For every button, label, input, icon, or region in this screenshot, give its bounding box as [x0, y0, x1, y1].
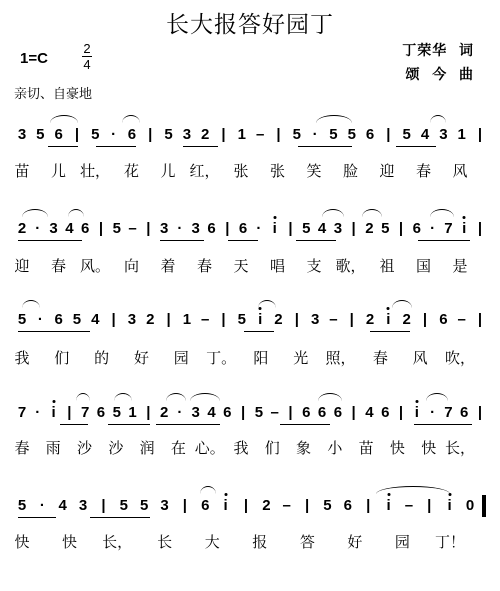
- beam-underline: [414, 424, 472, 425]
- slur-arc: [430, 209, 454, 217]
- lyric-syllable: 润: [139, 439, 155, 457]
- barline: |: [422, 311, 428, 328]
- lyric-syllable: 我: [14, 349, 30, 367]
- note: ·: [37, 311, 43, 328]
- slur-arc: [166, 393, 186, 401]
- note: 5: [140, 497, 149, 514]
- barline: |: [166, 311, 171, 328]
- beam-underline: [90, 517, 150, 518]
- note: 5: [237, 311, 246, 328]
- beam-underline: [96, 146, 136, 147]
- barline: |: [146, 404, 151, 421]
- note: ·: [177, 404, 183, 421]
- barline: |: [427, 497, 432, 514]
- lyric-syllable: 苗: [358, 439, 374, 457]
- note: 5: [119, 497, 128, 514]
- note: 2: [274, 311, 283, 328]
- song-title: 长大报答好园丁: [166, 12, 334, 38]
- lyric-syllable: 丁。: [206, 349, 237, 367]
- lyric-syllable: 吹，: [444, 349, 476, 367]
- barline: |: [477, 220, 483, 237]
- note: 0: [465, 497, 475, 514]
- barline: |: [276, 126, 281, 143]
- lyric-syllable: 好: [133, 349, 149, 367]
- note: 3: [160, 497, 169, 514]
- lyric-syllable: 歌，: [335, 257, 366, 275]
- note: 2: [17, 220, 27, 237]
- slur-arc: [392, 300, 412, 308]
- note: 6: [412, 220, 421, 237]
- barline: |: [101, 497, 106, 514]
- note: 6: [201, 497, 210, 514]
- lyric-syllable: 向: [123, 257, 140, 275]
- lyric-syllable: 春: [50, 257, 67, 275]
- note: 5: [164, 126, 173, 143]
- barline: |: [146, 220, 151, 237]
- note: 3: [439, 126, 448, 143]
- lyric-syllable: 光: [293, 349, 309, 367]
- note: 6: [460, 404, 469, 421]
- note: 5: [381, 220, 390, 237]
- note: –: [270, 404, 279, 421]
- note: 5: [72, 311, 82, 328]
- barline: |: [386, 126, 391, 143]
- barline: |: [304, 497, 310, 514]
- note: 4: [420, 126, 430, 143]
- note: i: [414, 404, 419, 421]
- note: 6: [238, 220, 248, 237]
- lyric-line: [0, 440, 500, 466]
- note: 7: [444, 404, 453, 421]
- beam-underline: [298, 146, 352, 147]
- slur-arc: [122, 115, 140, 123]
- barline: |: [477, 311, 483, 328]
- lyric-syllable: 大: [204, 533, 220, 551]
- note: 7: [444, 220, 453, 237]
- barline: |: [225, 220, 230, 237]
- lyric-line: [0, 534, 500, 560]
- barline: |: [349, 311, 354, 328]
- lyric-syllable: 快: [389, 439, 405, 457]
- lyric-syllable: 花: [123, 162, 140, 180]
- lyric-line: [0, 258, 500, 284]
- note: 1: [237, 126, 246, 143]
- note: i: [386, 497, 391, 514]
- lyric-syllable: 长，: [444, 439, 476, 457]
- barline: |: [67, 404, 72, 421]
- lyric-syllable: 们: [264, 439, 280, 457]
- note: ·: [35, 404, 41, 421]
- note: 6: [343, 497, 352, 514]
- lyric-syllable: 儿: [160, 162, 176, 180]
- lyric-syllable: 园: [173, 349, 189, 367]
- note: –: [404, 497, 414, 514]
- score-system: [0, 404, 500, 430]
- barline: |: [182, 497, 188, 514]
- slur-arc: [322, 209, 344, 217]
- note: 3: [191, 220, 200, 237]
- note: 6: [207, 220, 216, 237]
- slur-arc: [22, 209, 48, 217]
- note: 6: [439, 311, 448, 328]
- note: 3: [310, 311, 320, 328]
- lyric-syllable: 红，: [189, 162, 220, 180]
- lyric-syllable: 儿: [50, 162, 67, 180]
- note: 6: [127, 126, 137, 143]
- score-system: [0, 126, 500, 152]
- final-barline: [482, 495, 486, 517]
- note: 6: [365, 126, 375, 143]
- note: 6: [223, 404, 232, 421]
- score-system: [0, 311, 500, 337]
- barline: |: [351, 220, 356, 237]
- note: i: [258, 311, 263, 328]
- slur-arc: [22, 300, 40, 308]
- note: ·: [430, 404, 436, 421]
- octave-dot: [387, 307, 390, 310]
- lyric-syllable: 春: [372, 349, 388, 367]
- lyric-syllable: 迎: [379, 162, 395, 180]
- lyric-syllable: 的: [94, 349, 110, 367]
- barline: |: [288, 404, 293, 421]
- note: 5: [17, 311, 27, 328]
- note: 3: [127, 311, 137, 328]
- note: 6: [54, 126, 63, 143]
- lyric-syllable: 在: [170, 439, 186, 457]
- barline: |: [221, 311, 226, 328]
- lyric-syllable: 苗: [14, 162, 30, 180]
- barline: |: [98, 220, 104, 237]
- lyric-syllable: 是: [452, 257, 468, 275]
- slur-arc: [76, 393, 90, 401]
- lyric-syllable: 脸: [342, 162, 359, 180]
- meter-bottom: 4: [83, 57, 91, 72]
- beam-underline: [370, 331, 410, 332]
- note: 2: [146, 311, 155, 328]
- note: 3: [182, 126, 192, 143]
- barline: |: [477, 126, 483, 143]
- note: 6: [81, 220, 90, 237]
- beam-underline: [418, 240, 470, 241]
- lyricist-credit: 丁荣华 词: [402, 43, 474, 59]
- barline: |: [243, 497, 249, 514]
- note: –: [201, 311, 210, 328]
- slur-arc: [376, 486, 450, 494]
- lyric-syllable: 张: [269, 162, 286, 180]
- lyric-syllable: 快: [62, 533, 78, 551]
- note: 6: [54, 311, 63, 328]
- composer-credit: 颂 今 曲: [405, 67, 474, 83]
- note: –: [282, 497, 291, 514]
- note: 4: [91, 311, 100, 328]
- lyric-syllable: 好: [347, 533, 363, 551]
- note: i: [447, 497, 452, 514]
- slur-arc: [190, 393, 220, 401]
- slur-arc: [114, 393, 132, 401]
- beam-underline: [48, 146, 78, 147]
- barline: |: [366, 497, 371, 514]
- lyric-syllable: 丁！: [434, 533, 466, 551]
- barline: |: [477, 404, 483, 421]
- note: 1: [128, 404, 137, 421]
- lyric-syllable: 国: [415, 257, 432, 275]
- lyric-syllable: 报: [252, 533, 268, 551]
- beam-underline: [296, 240, 336, 241]
- beam-underline: [156, 424, 220, 425]
- slur-arc: [362, 209, 382, 217]
- note: 4: [58, 497, 67, 514]
- score-system: [0, 220, 500, 246]
- lyric-syllable: 支: [306, 257, 322, 275]
- lyric-syllable: 春: [196, 257, 213, 275]
- barline: |: [398, 404, 404, 421]
- note: 3: [333, 220, 343, 237]
- note: 2: [402, 311, 411, 328]
- expression-mark: 亲切、自豪地: [14, 87, 93, 102]
- lyric-syllable: 快: [14, 533, 30, 551]
- note: 2: [365, 220, 374, 237]
- lyric-syllable: 春: [14, 439, 30, 457]
- note: 7: [17, 404, 27, 421]
- note: 6: [333, 404, 343, 421]
- note: 5: [329, 126, 338, 143]
- note: 4: [365, 404, 374, 421]
- octave-dot: [415, 400, 418, 403]
- note: 4: [207, 404, 216, 421]
- note: –: [255, 126, 265, 143]
- note: 2: [262, 497, 271, 514]
- slur-arc: [200, 486, 216, 494]
- lyric-syllable: 照，: [325, 349, 356, 367]
- slur-arc: [430, 115, 446, 123]
- slur-arc: [50, 115, 78, 123]
- slur-arc: [258, 300, 276, 308]
- lyric-syllable: 笑: [306, 162, 322, 180]
- note: 2: [201, 126, 210, 143]
- note: 6: [96, 404, 106, 421]
- note: 5: [36, 126, 45, 143]
- beam-underline: [228, 240, 258, 241]
- octave-dot: [273, 216, 276, 219]
- lyric-syllable: 长，: [102, 533, 133, 551]
- meter-top: 2: [83, 41, 91, 56]
- note: 2: [365, 311, 375, 328]
- barline: |: [240, 404, 246, 421]
- lyric-syllable: 祖: [379, 257, 395, 275]
- beam-underline: [18, 331, 90, 332]
- note: ·: [430, 220, 436, 237]
- barline: |: [74, 126, 80, 143]
- slur-arc: [316, 115, 352, 123]
- lyric-syllable: 迎: [14, 257, 30, 275]
- barline: |: [288, 220, 293, 237]
- beam-underline: [18, 240, 82, 241]
- note: i: [51, 404, 56, 421]
- note: 5: [91, 126, 100, 143]
- lyric-syllable: 唱: [269, 257, 286, 275]
- beam-underline: [160, 240, 204, 241]
- beam-underline: [280, 424, 330, 425]
- barline: |: [148, 126, 153, 143]
- note: 5: [323, 497, 332, 514]
- lyric-syllable: 阳: [253, 349, 269, 367]
- lyric-syllable: 着: [160, 257, 176, 275]
- note: 3: [191, 404, 200, 421]
- lyric-syllable: 天: [233, 257, 249, 275]
- octave-dot: [463, 216, 466, 219]
- note: ·: [256, 220, 262, 237]
- note: 3: [49, 220, 58, 237]
- lyric-syllable: 答: [299, 533, 315, 551]
- note: 6: [302, 404, 311, 421]
- barline: |: [294, 311, 299, 328]
- barline: |: [111, 311, 116, 328]
- lyric-syllable: 雨: [45, 439, 61, 457]
- barline: |: [221, 126, 226, 143]
- lyric-syllable: 风: [412, 349, 428, 367]
- note: 5: [347, 126, 356, 143]
- slur-arc: [68, 209, 84, 217]
- note: 5: [302, 220, 311, 237]
- note: 7: [81, 404, 90, 421]
- note: 5: [254, 404, 264, 421]
- beam-underline: [18, 517, 56, 518]
- note: i: [386, 311, 391, 328]
- barline: |: [351, 404, 356, 421]
- note: ·: [111, 126, 117, 143]
- note: i: [223, 497, 228, 514]
- barline: |: [398, 220, 404, 237]
- lyric-syllable: 沙: [77, 439, 93, 457]
- octave-dot: [224, 493, 227, 496]
- beam-underline: [108, 424, 150, 425]
- lyric-syllable: 壮，: [79, 162, 111, 180]
- lyric-syllable: 风: [452, 162, 468, 180]
- lyric-line: [0, 163, 500, 189]
- note: ·: [35, 220, 41, 237]
- lyric-syllable: 象: [296, 439, 312, 457]
- note: 3: [17, 126, 27, 143]
- octave-dot: [52, 400, 55, 403]
- note: 5: [112, 220, 121, 237]
- note: ·: [177, 220, 183, 237]
- lyric-syllable: 春: [415, 162, 432, 180]
- lyric-syllable: 心。: [194, 439, 225, 457]
- lyric-syllable: 们: [54, 349, 70, 367]
- note: 1: [182, 311, 192, 328]
- note: 6: [317, 404, 327, 421]
- lyric-syllable: 园: [394, 533, 410, 551]
- beam-underline: [60, 424, 88, 425]
- note: 5: [402, 126, 411, 143]
- note: 5: [292, 126, 301, 143]
- beam-underline: [244, 331, 274, 332]
- lyric-syllable: 快: [421, 439, 437, 457]
- lyric-syllable: 我: [233, 439, 249, 457]
- note: ·: [39, 497, 45, 514]
- note: –: [457, 311, 466, 328]
- slur-arc: [426, 393, 448, 401]
- beam-underline: [396, 146, 436, 147]
- slur-arc: [318, 393, 342, 401]
- lyric-syllable: 沙: [108, 439, 124, 457]
- note: 4: [317, 220, 327, 237]
- note: 4: [65, 220, 74, 237]
- note: –: [128, 220, 137, 237]
- beam-underline: [183, 146, 218, 147]
- note: 5: [112, 404, 121, 421]
- lyric-syllable: 小: [327, 439, 343, 457]
- note: 3: [159, 220, 169, 237]
- note: 6: [381, 404, 390, 421]
- score-system: [0, 497, 500, 523]
- note: –: [329, 311, 338, 328]
- note: i: [462, 220, 467, 237]
- lyric-syllable: 张: [233, 162, 249, 180]
- lyric-line: [0, 350, 500, 376]
- lyric-syllable: 长: [157, 533, 173, 551]
- note: 5: [17, 497, 27, 514]
- note: 3: [78, 497, 88, 514]
- note: 1: [457, 126, 466, 143]
- note: 2: [159, 404, 169, 421]
- note: i: [272, 220, 277, 237]
- note: ·: [312, 126, 318, 143]
- key-signature: 1=C: [20, 50, 48, 67]
- lyric-syllable: 风。: [79, 257, 111, 275]
- time-signature: [82, 42, 92, 71]
